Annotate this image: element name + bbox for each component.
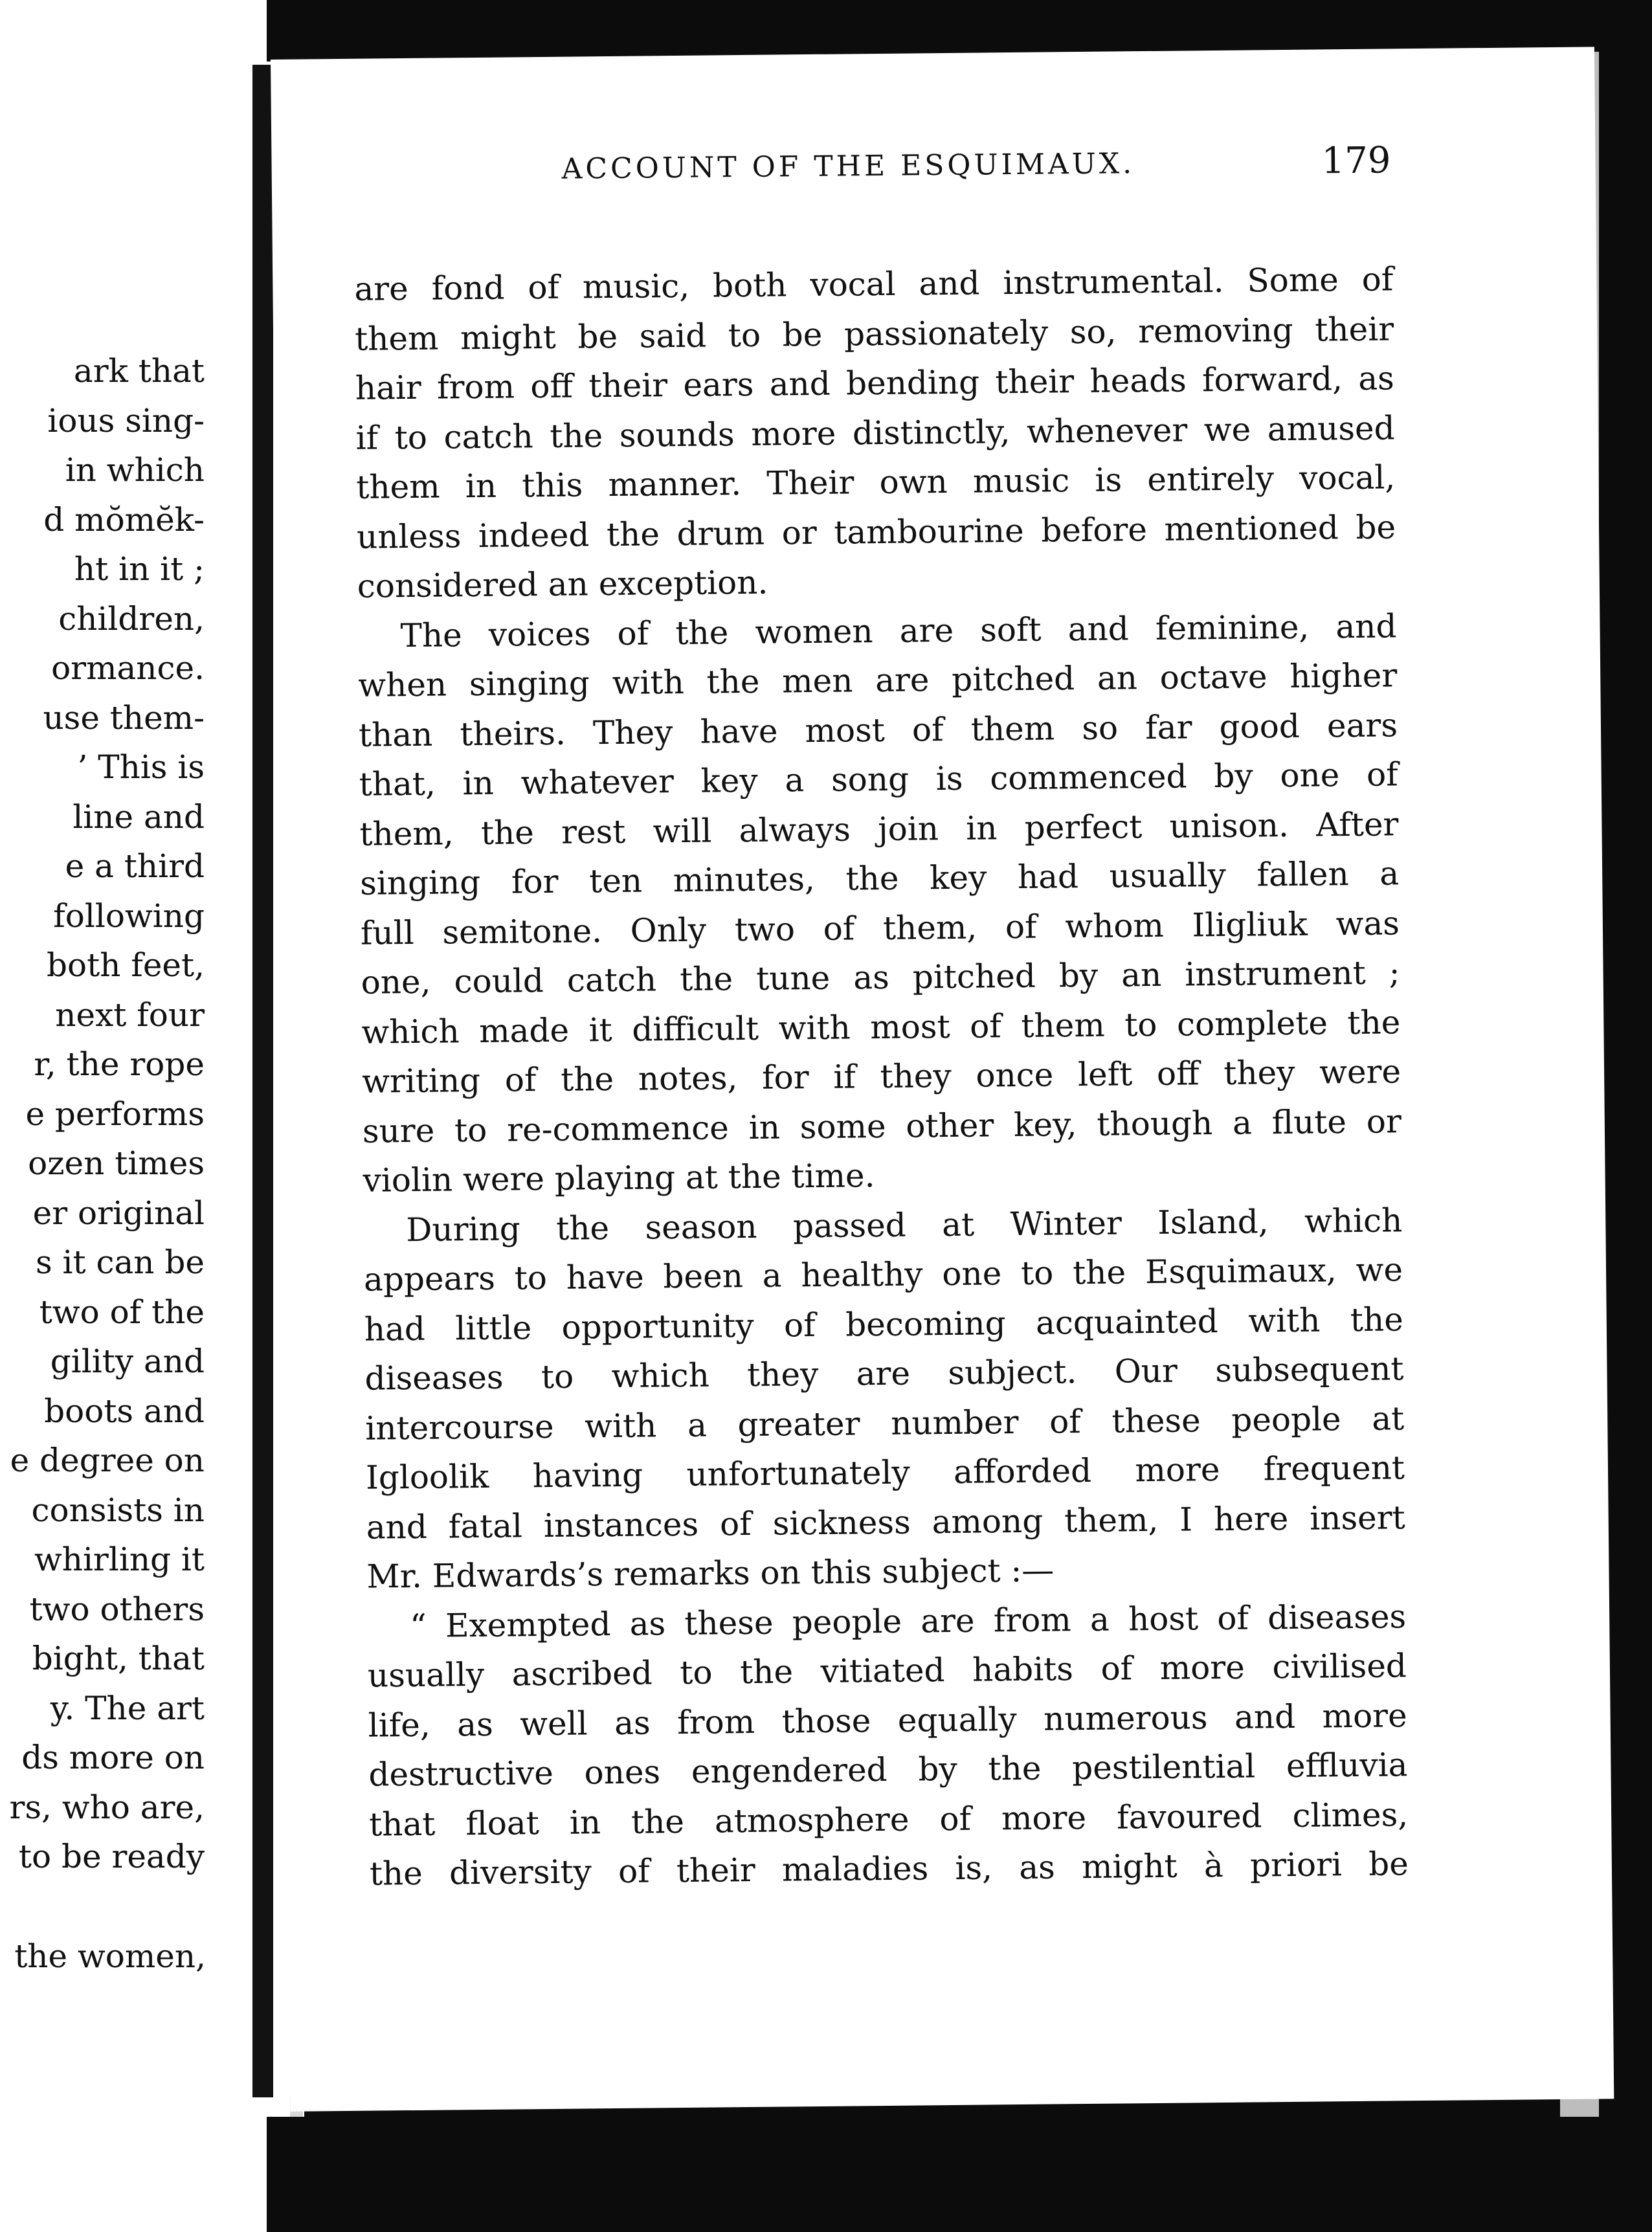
- text-line: if to catch the sounds more distinctly, whenever we amused: [355, 408, 1395, 457]
- text-line: During the season passed at Winter Island, which: [406, 1201, 1403, 1249]
- text-line: violin were playing at the time.: [363, 1157, 875, 1200]
- text-line: The voices of the women are soft and feminine, and: [400, 607, 1397, 654]
- text-line: that float in the atmosphere of more favoured climes,: [368, 1795, 1409, 1844]
- left-page-line: e performs: [25, 1095, 205, 1133]
- left-page-line: two others: [29, 1590, 205, 1628]
- text-line: singing for ten minutes, the key had usually fallen a: [359, 854, 1400, 902]
- left-page-line: children,: [58, 599, 205, 638]
- text-line: Mr. Edwards’s remarks on this subject :—: [366, 1551, 1055, 1596]
- left-page-line: ormance.: [51, 649, 205, 687]
- text-line: one, could catch the tune as pitched by an instrument ;: [361, 954, 1400, 1001]
- left-page-line: r, the rope: [34, 1045, 205, 1083]
- left-page-line: two of the: [39, 1293, 205, 1331]
- left-page-line: ht in it ;: [74, 550, 205, 588]
- left-page-line: e degree on: [10, 1442, 205, 1479]
- left-page-line: rs, who are,: [9, 1788, 205, 1826]
- text-line: Igloolik having unfortunately afforded more frequent: [365, 1449, 1405, 1497]
- text-line: them, the rest will always join in perfect unison. After: [359, 805, 1399, 853]
- page-number: 179: [1321, 139, 1391, 183]
- body-text: [354, 254, 1409, 1899]
- text-line: usually ascribed to the vitiated habits of more civilised: [367, 1647, 1407, 1695]
- left-page-line: bight, that: [32, 1640, 205, 1677]
- text-line: them might be said to be passionately so, removing their: [354, 309, 1394, 358]
- left-page-text: [0, 346, 205, 1882]
- left-page-line: y. The art: [50, 1689, 205, 1727]
- text-line: them in this manner. Their own music is entirely vocal,: [356, 458, 1396, 506]
- left-page-line: d mŏmĕk-: [43, 500, 205, 539]
- left-page-line: ozen times: [28, 1144, 205, 1182]
- paragraph: [357, 601, 1402, 1205]
- left-page-line: use them-: [43, 698, 205, 737]
- text-line: and fatal instances of sickness among them, I here insert: [366, 1498, 1405, 1546]
- left-page-line: s it can be: [35, 1244, 205, 1281]
- text-line: sure to re-commence in some other key, though a flute or: [362, 1102, 1402, 1150]
- text-line: destructive ones engendered by the pestilential effluvia: [368, 1746, 1408, 1794]
- text-line: hair from off their ears and bending their heads forward, as: [355, 359, 1395, 407]
- text-line: had little opportunity of becoming acquainted with the: [364, 1300, 1404, 1348]
- left-page-line: next four: [55, 996, 205, 1034]
- left-page-line: boots and: [44, 1392, 205, 1430]
- left-page-line: in which: [65, 451, 205, 489]
- left-page-line: er original: [32, 1194, 205, 1232]
- text-line: full semitone. Only two of them, of whom Iligliuk was: [360, 904, 1400, 952]
- paragraph: [367, 1592, 1409, 1899]
- text-line: intercourse with a greater number of these people at: [365, 1399, 1405, 1447]
- paragraph: [363, 1196, 1406, 1601]
- left-page-line: whirling it: [34, 1541, 205, 1578]
- right-page: [271, 47, 1614, 2111]
- text-line: that, in whatever key a song is commenced by one of: [359, 755, 1398, 803]
- text-line: when singing with the men are pitched an octave higher: [358, 656, 1398, 704]
- left-page-line: ark that: [73, 352, 205, 390]
- text-line: the diversity of their maladies is, as might à priori be: [369, 1845, 1409, 1893]
- left-page-line: consists in: [31, 1491, 205, 1529]
- left-page-line: ds more on: [21, 1739, 205, 1776]
- left-page-line: following: [53, 897, 205, 935]
- text-line: diseases to which they are subject. Our subsequent: [364, 1350, 1404, 1398]
- left-page-line: line and: [73, 798, 205, 836]
- text-line: writing of the notes, for if they once left off they were: [361, 1053, 1401, 1100]
- text-line: considered an exception.: [357, 563, 768, 605]
- left-page-line: ious sing-: [47, 401, 205, 440]
- left-page-line: e a third: [65, 847, 205, 885]
- text-line: appears to have been a healthy one to the Esquimaux, we: [363, 1251, 1403, 1299]
- text-line: are fond of music, both vocal and instrumental. Some of: [354, 260, 1394, 308]
- text-line: than theirs. They have most of them so far good ears: [358, 706, 1398, 754]
- text-line: which made it difficult with most of them to complete the: [361, 1003, 1401, 1051]
- running-head: ACCOUNT OF THE ESQUIMAUX.: [561, 147, 1135, 186]
- book-gutter: [252, 65, 273, 2097]
- paragraph: [354, 254, 1396, 611]
- left-page-line: ’ This is: [77, 748, 205, 786]
- text-line: unless indeed the drum or tambourine before mentioned be: [356, 508, 1396, 556]
- left-page-line: to be ready: [18, 1838, 205, 1875]
- text-line: life, as well as from those equally numerous and more: [368, 1696, 1407, 1745]
- left-page-line: gility and: [50, 1343, 205, 1380]
- left-page-last-line: the women,: [14, 1937, 206, 1975]
- left-page-line: both feet,: [47, 946, 205, 984]
- text-line: “ Exempted as these people are from a host of diseases: [409, 1597, 1407, 1645]
